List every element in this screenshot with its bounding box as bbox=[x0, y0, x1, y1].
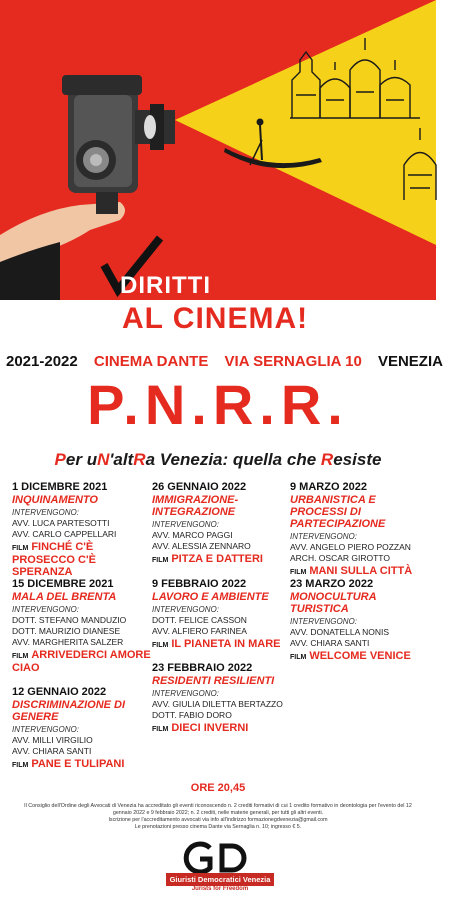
film-label: FILM bbox=[290, 654, 307, 661]
speakers-label: INTERVENGONO: bbox=[290, 532, 357, 541]
venue-address: VIA SERNAGLIA 10 bbox=[224, 353, 362, 370]
event-card bbox=[290, 578, 430, 663]
speaker: AVV. CHIARA SANTI bbox=[12, 746, 92, 756]
event-film bbox=[152, 553, 292, 566]
film-label: FILM bbox=[12, 545, 29, 552]
film-label: FILM bbox=[290, 569, 307, 576]
speaker: AVV. ALFIERO FARINEA bbox=[152, 626, 247, 636]
speaker: AVV. MARGHERITA SALZER bbox=[12, 637, 124, 647]
speaker: ARCH. OSCAR GIROTTO bbox=[290, 553, 390, 563]
speaker: AVV. MARCO PAGGI bbox=[152, 530, 233, 540]
event-film bbox=[152, 722, 292, 735]
venue-line bbox=[0, 353, 443, 370]
venue-city: VENEZIA bbox=[377, 353, 443, 370]
event-date: 15 DICEMBRE 2021 bbox=[12, 578, 114, 590]
hero-artwork bbox=[0, 0, 436, 300]
speakers-label: INTERVENGONO: bbox=[152, 520, 219, 529]
hero-illustration bbox=[0, 0, 436, 300]
film-title: ARRIVEDERCI AMORE CIAO bbox=[12, 649, 151, 674]
speakers-label: INTERVENGONO: bbox=[152, 689, 219, 698]
event-film bbox=[152, 638, 292, 651]
event-title: LAVORO E AMBIENTE bbox=[152, 591, 269, 603]
speaker: AVV. DONATELLA NONIS bbox=[290, 627, 390, 637]
registration-note: Iscrizione per l'accreditamento avvocati via info all'indirizzo formazionegdvenezia@gmail.com bbox=[108, 817, 328, 823]
film-label: FILM bbox=[152, 557, 169, 564]
tagline: Per uN'altRa Venezia: quella che Resiste bbox=[54, 450, 382, 469]
speaker: AVV. CARLO CAPPELLARI bbox=[12, 529, 117, 539]
event-film bbox=[12, 649, 152, 674]
event-film bbox=[290, 565, 430, 578]
film-label: FILM bbox=[12, 762, 29, 769]
event-date: 9 FEBBRAIO 2022 bbox=[152, 578, 247, 590]
event-card bbox=[290, 481, 430, 578]
film-label: FILM bbox=[152, 642, 169, 649]
event-film bbox=[12, 758, 152, 771]
event-card bbox=[152, 481, 292, 566]
speaker: AVV. ANGELO PIERO POZZAN bbox=[290, 542, 411, 552]
event-card bbox=[152, 662, 292, 735]
event-date: 9 MARZO 2022 bbox=[290, 481, 368, 493]
speaker: AVV. MILLI VIRGILIO bbox=[12, 735, 93, 745]
film-title: WELCOME VENICE bbox=[309, 650, 411, 662]
event-card bbox=[12, 686, 152, 771]
film-title: FINCHÉ C'È PROSECCO C'È SPERANZA bbox=[12, 541, 96, 578]
logo-subtitle: Jurists for Freedom bbox=[191, 886, 249, 892]
event-title: DISCRIMINAZIONE DI GENERE bbox=[12, 699, 126, 723]
speaker: AVV. GIULIA DILETTA BERTAZZO bbox=[152, 699, 283, 709]
film-label: FILM bbox=[12, 653, 29, 660]
cinema-name: CINEMA DANTE bbox=[93, 353, 209, 370]
event-title: INQUINAMENTO bbox=[12, 494, 98, 506]
speaker: DOTT. FELICE CASSON bbox=[152, 615, 247, 625]
event-date: 1 DICEMBRE 2021 bbox=[12, 481, 108, 493]
title-line-2: AL CINEMA! bbox=[122, 302, 309, 335]
logo-name: Giuristi Democratici Venezia bbox=[166, 873, 274, 886]
event-date: 23 FEBBRAIO 2022 bbox=[152, 662, 253, 674]
event-title: MALA DEL BRENTA bbox=[12, 591, 117, 603]
event-film bbox=[290, 650, 430, 663]
film-label: FILM bbox=[152, 726, 169, 733]
event-title: RESIDENTI RESILIENTI bbox=[152, 675, 275, 687]
speaker: DOTT. STEFANO MANDUZIO bbox=[12, 615, 127, 625]
event-title: MONOCULTURA TURISTICA bbox=[290, 591, 377, 615]
accreditation-note: Il Consiglio dell'Ordine degli Avvocati di Venezia ha accreditato gli eventi riconoscendo n. 2 crediti formativi di cui 1 credito formativo in deontologia per l'evento del 12 gennaio 2022 e 9 febbraio 2022; n. 2 crediti, nelle materie generali, per tutti gli altri eventi. bbox=[24, 803, 412, 816]
event-date: 23 MARZO 2022 bbox=[290, 578, 374, 590]
event-card bbox=[12, 578, 152, 674]
event-title: IMMIGRAZIONE-INTEGRAZIONE bbox=[152, 494, 239, 518]
speaker: AVV. LUCA PARTESOTTI bbox=[12, 518, 110, 528]
event-card bbox=[12, 481, 152, 578]
speaker: AVV. CHIARA SANTI bbox=[290, 638, 370, 648]
speakers-label: INTERVENGONO: bbox=[12, 725, 79, 734]
event-date: 12 GENNAIO 2022 bbox=[12, 686, 107, 698]
speaker: DOTT. FABIO DORO bbox=[152, 710, 232, 720]
speakers-label: INTERVENGONO: bbox=[12, 605, 79, 614]
speakers-label: INTERVENGONO: bbox=[152, 605, 219, 614]
start-time: ORE 20,45 bbox=[190, 782, 246, 794]
speakers-label: INTERVENGONO: bbox=[290, 617, 357, 626]
footer-note bbox=[18, 803, 418, 831]
film-title: MANI SULLA CITTÀ bbox=[309, 565, 413, 577]
event-date: 26 GENNAIO 2022 bbox=[152, 481, 247, 493]
event-film bbox=[12, 541, 152, 578]
event-card bbox=[152, 578, 292, 651]
film-title: IL PIANETA IN MARE bbox=[171, 638, 281, 650]
film-title: PITZA E DATTERI bbox=[171, 553, 263, 565]
gd-logo-icon bbox=[176, 842, 260, 874]
tickets-note: Le prenotazioni presso cinema Dante via Sernaglia n. 10; ingresso € 5. bbox=[134, 824, 302, 830]
title-line-1: DIRITTI bbox=[120, 272, 211, 299]
speaker: DOTT. MAURIZIO DIANESE bbox=[12, 626, 121, 636]
acronym-title: P.N.R.R. bbox=[87, 373, 349, 436]
speakers-label: INTERVENGONO: bbox=[12, 508, 79, 517]
film-title: DIECI INVERNI bbox=[171, 722, 249, 734]
film-title: PANE E TULIPANI bbox=[31, 758, 125, 770]
event-title: URBANISTICA E PROCESSI DI PARTECIPAZIONE bbox=[290, 494, 386, 530]
film-camera-icon bbox=[62, 75, 175, 214]
season-year: 2021-2022 bbox=[6, 353, 78, 370]
speaker: AVV. ALESSIA ZENNARO bbox=[152, 541, 251, 551]
